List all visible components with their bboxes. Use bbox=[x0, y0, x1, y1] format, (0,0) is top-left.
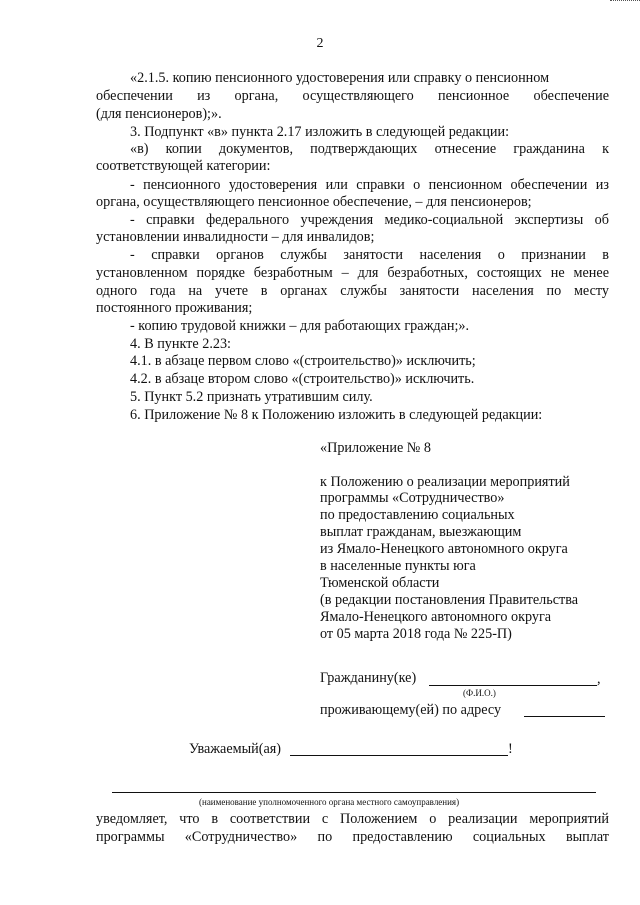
body-line: 4. В пункте 2.23: bbox=[130, 336, 231, 352]
authority-line bbox=[112, 792, 596, 793]
appendix-caption-line: по предоставлению социальных bbox=[320, 507, 515, 523]
appendix-caption-line: программы «Сотрудничество» bbox=[320, 490, 505, 506]
body-line: - копию трудовой книжки – для работающих граждан;». bbox=[130, 318, 470, 334]
closing-line: уведомляет, что в соответствии с Положением о реализации мероприятий bbox=[96, 811, 609, 827]
appendix-caption-line: из Ямало-Ненецкого автономного округа bbox=[320, 541, 568, 557]
appendix-caption-line: к Положению о реализации мероприятий bbox=[320, 474, 570, 490]
body-line: «2.1.5. копию пенсионного удостоверения или справку о пенсионном bbox=[130, 70, 550, 86]
body-line: обеспечении из органа, осуществляющего пенсионное обеспечение bbox=[96, 88, 609, 104]
appendix-caption-line: (в редакции постановления Правительства bbox=[320, 592, 579, 608]
body-line: 4.1. в абзаце первом слово «(строительство)» исключить; bbox=[130, 353, 476, 369]
body-line: одного года на учете в органах службы занятости населения по месту bbox=[96, 283, 609, 299]
appendix-caption-line: в населенные пункты юга bbox=[320, 558, 476, 574]
body-line: соответствующей категории: bbox=[96, 158, 271, 174]
greeting-exclamation: ! bbox=[508, 741, 513, 757]
citizen-name-line bbox=[429, 685, 597, 686]
body-line: органа, осуществляющего пенсионное обеспечение, – для пенсионеров; bbox=[96, 194, 532, 210]
appendix-caption-line: от 05 марта 2018 года № 225-П) bbox=[320, 626, 512, 642]
authority-hint: (наименование уполномоченного органа местного самоуправления) bbox=[199, 797, 460, 807]
body-line: 6. Приложение № 8 к Положению изложить в следующей редакции: bbox=[130, 407, 543, 423]
appendix-caption-line: Ямало-Ненецкого автономного округа bbox=[320, 609, 552, 625]
citizen-comma: , bbox=[597, 671, 601, 687]
body-line: (для пенсионеров);». bbox=[96, 106, 222, 122]
appendix-caption-line: Тюменской области bbox=[320, 575, 440, 591]
fio-hint: (Ф.И.О.) bbox=[463, 688, 496, 698]
appendix-title: «Приложение № 8 bbox=[320, 440, 431, 456]
body-line: постоянного проживания; bbox=[96, 300, 253, 316]
body-line: установленном порядке безработным – для безработных, состоящих не менее bbox=[96, 265, 609, 281]
body-line: «в) копии документов, подтверждающих отнесение гражданина к bbox=[130, 141, 609, 157]
greeting-label: Уважаемый(ая) bbox=[189, 741, 282, 757]
greeting-name-line bbox=[290, 755, 508, 756]
body-line: 3. Подпункт «в» пункта 2.17 изложить в следующей редакции: bbox=[130, 124, 510, 140]
body-line: - справки органов службы занятости населения о признании в bbox=[130, 247, 609, 263]
body-line: - справки федерального учреждения медико-социальной экспертизы об bbox=[130, 212, 609, 228]
scan-corner-mark bbox=[610, 0, 640, 8]
address-label: проживающему(ей) по адресу bbox=[320, 702, 502, 718]
address-line bbox=[524, 716, 605, 717]
body-line: 4.2. в абзаце втором слово «(строительство)» исключить. bbox=[130, 371, 475, 387]
body-line: - пенсионного удостоверения или справки о пенсионном обеспечении из bbox=[130, 177, 609, 193]
citizen-label: Гражданину(ке) bbox=[320, 670, 417, 686]
closing-line: программы «Сотрудничество» по предоставлению социальных выплат bbox=[96, 829, 609, 845]
appendix-caption-line: выплат гражданам, выезжающим bbox=[320, 524, 522, 540]
page-number: 2 bbox=[316, 36, 324, 51]
body-line: установлении инвалидности – для инвалидов; bbox=[96, 229, 375, 245]
body-line: 5. Пункт 5.2 признать утратившим силу. bbox=[130, 389, 373, 405]
